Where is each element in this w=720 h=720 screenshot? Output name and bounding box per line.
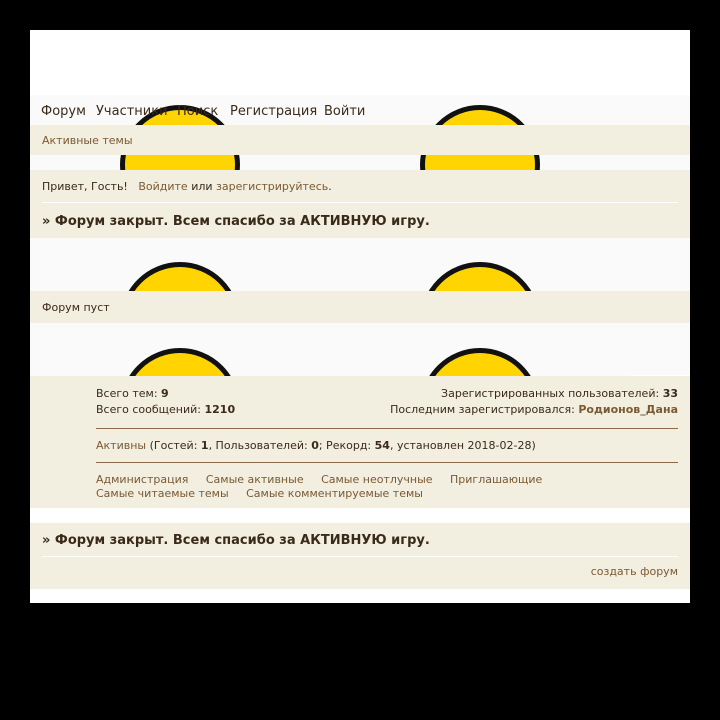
stat-messages-value: 1210 — [204, 403, 236, 416]
guests-value: 1 — [200, 439, 209, 452]
stat-registered-label: Зарегистрированных пользователей: — [441, 387, 663, 400]
users-label: , Пользователей: — [208, 439, 312, 452]
most-read-topics-link[interactable]: Самые читаемые темы — [96, 487, 229, 500]
user-lists-row-1 — [96, 473, 542, 486]
record-value: 54 — [374, 439, 390, 452]
most-commented-topics-link[interactable]: Самые комментируемые темы — [246, 487, 423, 500]
stat-messages-label: Всего сообщений: — [96, 403, 205, 416]
divider — [96, 462, 678, 463]
stat-registered-value: 33 — [662, 387, 678, 400]
announcement-title: » Форум закрыт. Всем спасибо за АКТИВНУЮ игру. — [42, 214, 430, 229]
welcome-panel — [30, 170, 690, 238]
forum-page — [30, 30, 690, 603]
guests-label: (Гостей: — [146, 439, 201, 452]
register-link[interactable]: зарегистрируйтесь — [216, 180, 329, 193]
nav-login[interactable]: Войти — [324, 104, 366, 119]
user-lists-row-2 — [96, 487, 423, 500]
footer-panel — [30, 523, 690, 589]
forum-empty-text: Форум пуст — [42, 301, 110, 314]
login-link[interactable]: Войдите — [138, 180, 188, 193]
admin-list-link[interactable]: Администрация — [96, 473, 189, 486]
stat-topics-value: 9 — [161, 387, 169, 400]
forum-empty-bar — [30, 291, 690, 323]
most-active-link[interactable]: Самые активные — [205, 473, 304, 486]
stat-last-registered — [390, 403, 678, 416]
last-registered-user-link[interactable]: Родионов_Дана — [578, 403, 678, 416]
background-tile — [330, 338, 630, 378]
active-topics-link[interactable]: Активные темы — [42, 134, 133, 147]
online-link[interactable]: Активны — [96, 439, 147, 452]
most-present-link[interactable]: Самые неотлучные — [321, 473, 433, 486]
nav-register[interactable]: Регистрация — [230, 104, 318, 119]
period: . — [328, 180, 332, 193]
smiley-icon — [420, 348, 540, 378]
create-forum-link[interactable]: создать форум — [590, 565, 678, 578]
record-label: ; Рекорд: — [318, 439, 375, 452]
nav-search[interactable]: Поиск — [177, 104, 219, 119]
online-stats — [96, 439, 536, 452]
nav-forum[interactable]: Форум — [41, 104, 86, 119]
stat-registered — [441, 387, 678, 400]
greeting: Привет, Гость! — [42, 180, 128, 193]
welcome-text — [42, 180, 332, 193]
or-text: или — [187, 180, 217, 193]
nav-members[interactable]: Участники — [96, 104, 168, 119]
stat-messages — [96, 403, 235, 416]
record-date: , установлен 2018-02-28) — [389, 439, 536, 452]
stat-topics — [96, 387, 169, 400]
active-topics-bar — [30, 125, 690, 155]
stat-last-registered-label: Последним зарегистрировался: — [390, 403, 579, 416]
divider — [96, 428, 678, 429]
divider — [42, 556, 678, 557]
smiley-icon — [120, 348, 240, 378]
statistics-panel — [30, 376, 690, 508]
footer-title: » Форум закрыт. Всем спасибо за АКТИВНУЮ игру. — [42, 533, 430, 548]
background-tile — [30, 338, 330, 378]
stat-topics-label: Всего тем: — [96, 387, 162, 400]
users-value: 0 — [311, 439, 319, 452]
divider — [42, 202, 678, 203]
inviting-link[interactable]: Приглашающие — [450, 473, 543, 486]
main-navigation — [30, 100, 690, 126]
